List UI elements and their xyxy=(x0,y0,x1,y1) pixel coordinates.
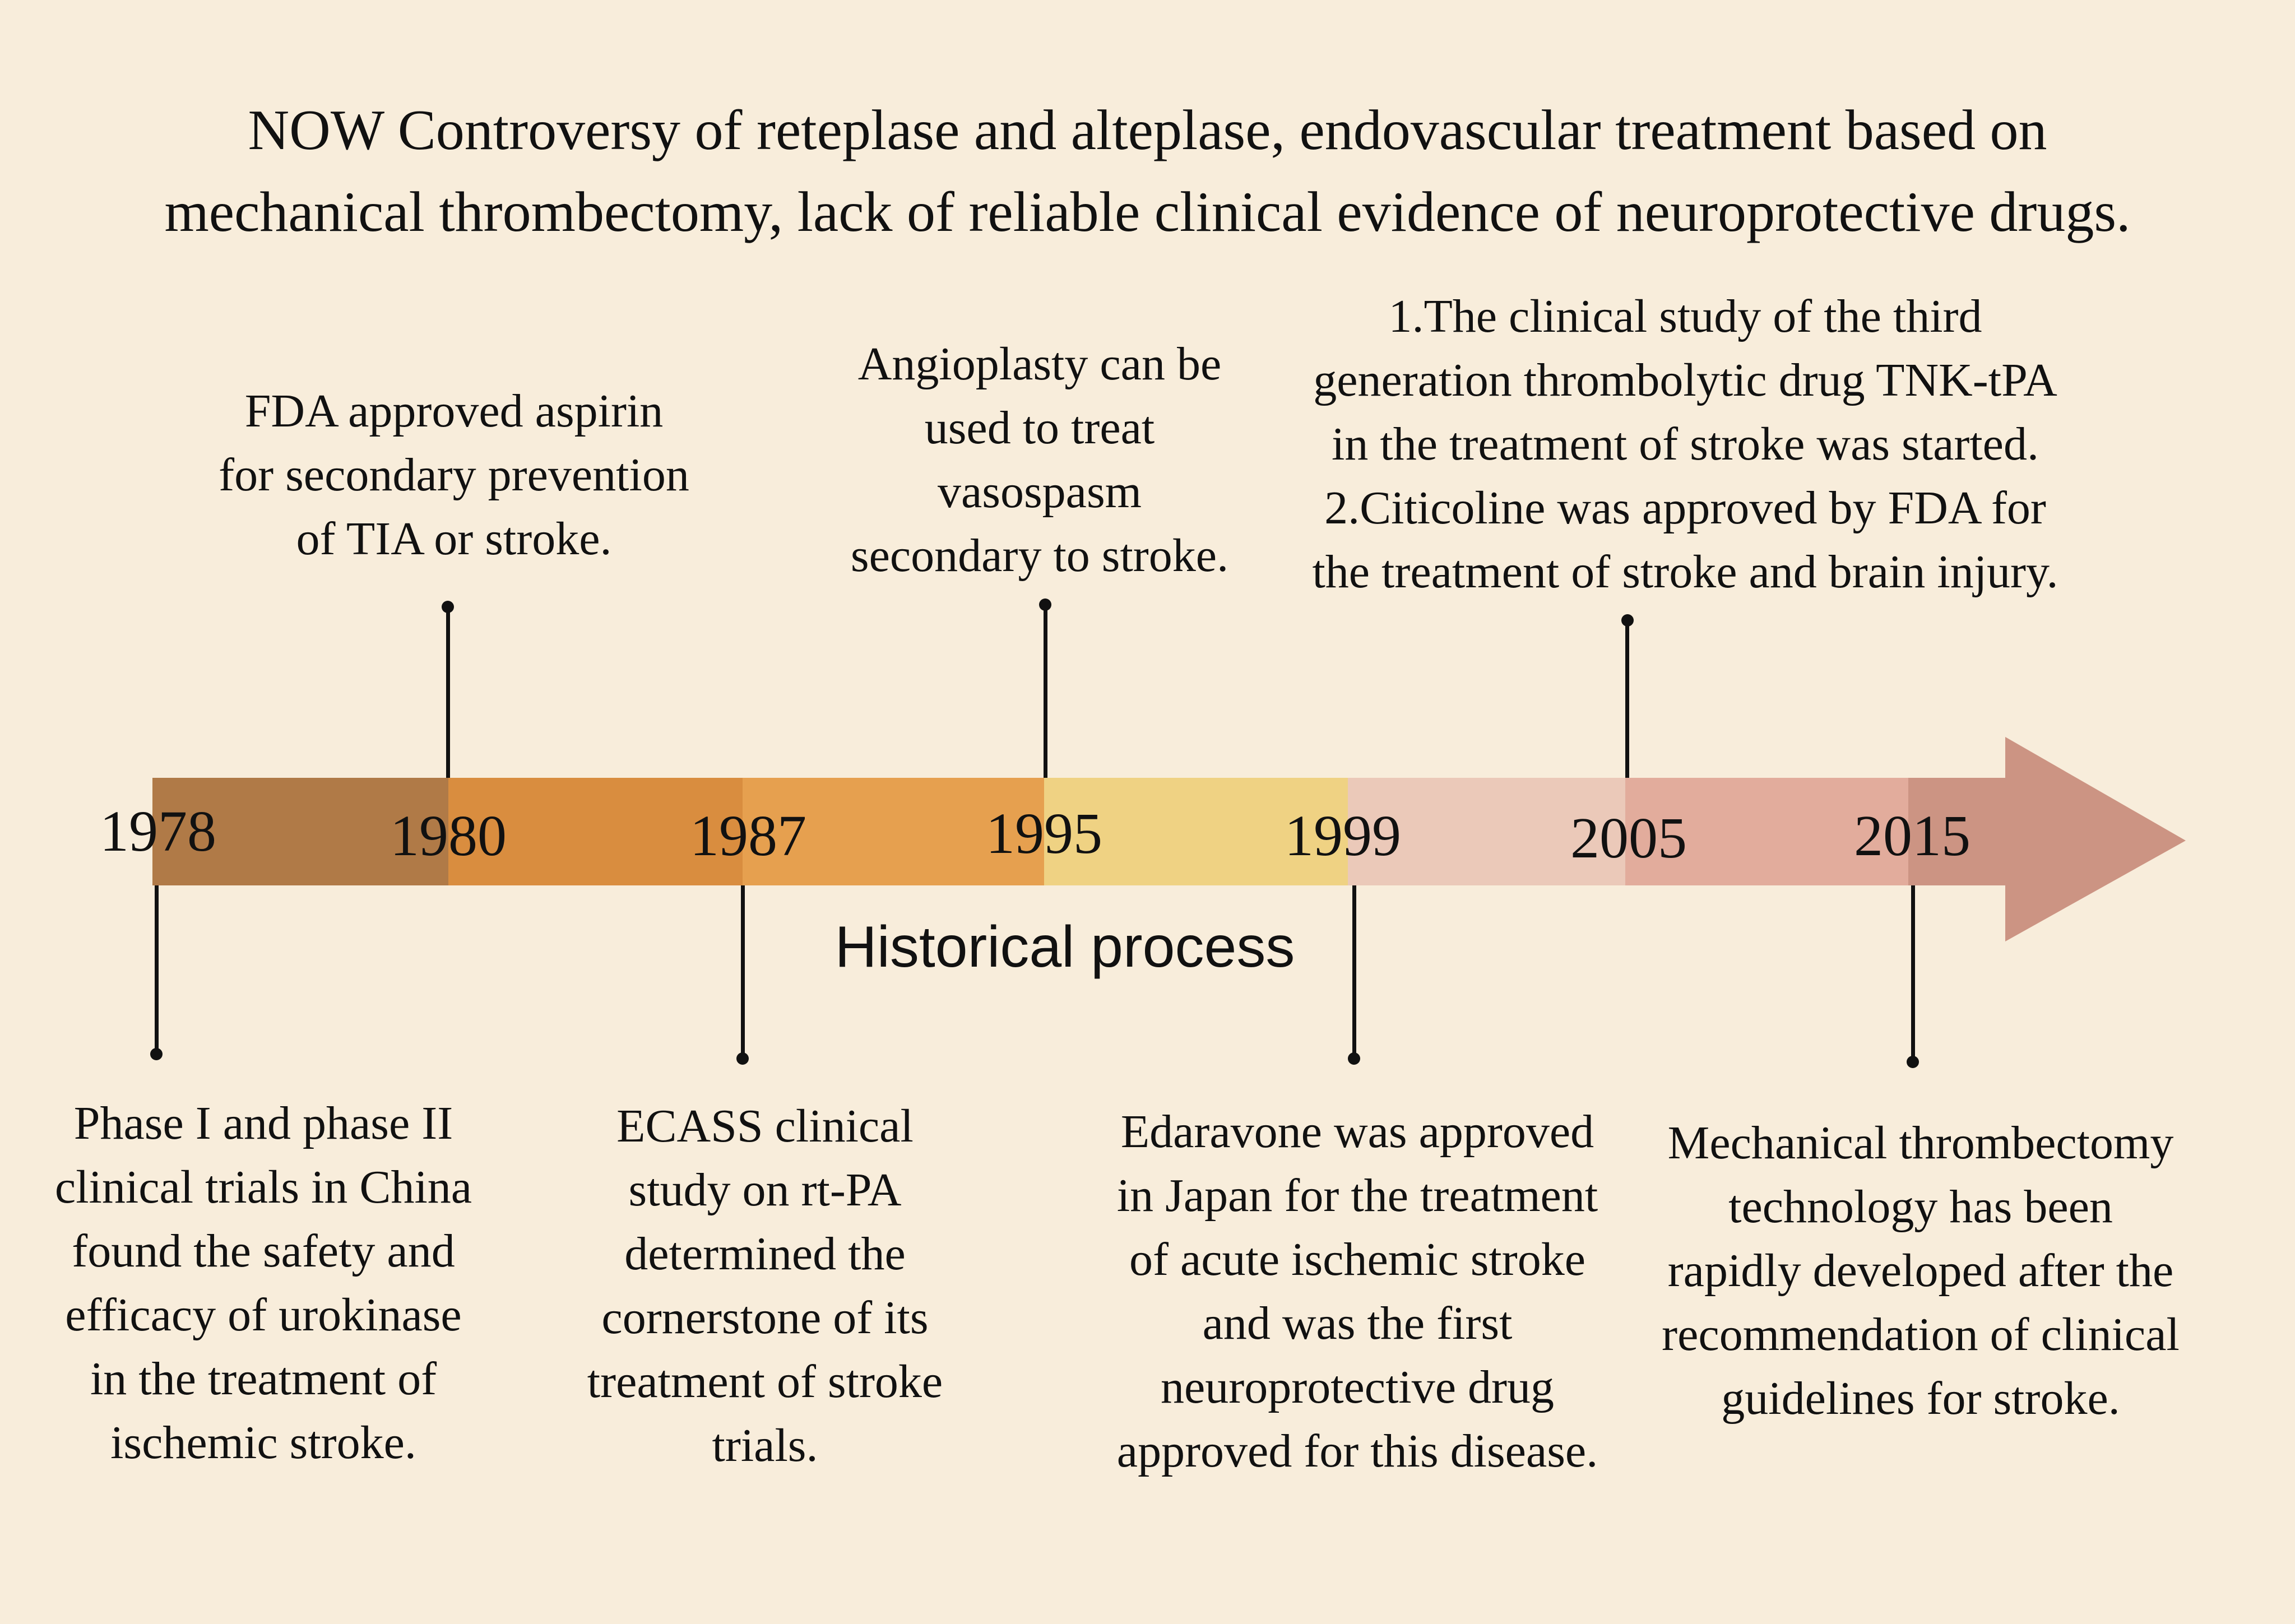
event-note-line: in Japan for the treatment xyxy=(1116,1170,1598,1222)
connector-dot-1978 xyxy=(150,1048,163,1060)
event-note-line: neuroprotective drug xyxy=(1160,1361,1555,1413)
event-note-line: determined the xyxy=(624,1228,906,1280)
event-note-line: in the treatment of xyxy=(90,1353,437,1405)
connector-1978 xyxy=(155,885,159,1054)
event-note-line: vasospasm xyxy=(938,466,1142,518)
connector-2005 xyxy=(1625,621,1629,778)
event-note-line: recommendation of clinical xyxy=(1662,1309,2180,1361)
event-note-line: and was the first xyxy=(1202,1297,1513,1349)
event-note-line: approved for this disease. xyxy=(1116,1425,1598,1477)
event-note-line: guidelines for stroke. xyxy=(1721,1372,2120,1425)
event-note-line: Phase I and phase II xyxy=(73,1097,453,1149)
connector-dot-2005 xyxy=(1621,614,1634,627)
connector-dot-1995 xyxy=(1039,598,1051,611)
connector-1980 xyxy=(446,607,450,778)
event-note-line: treatment of stroke xyxy=(587,1356,943,1408)
connector-1995 xyxy=(1044,605,1047,778)
event-note-line: cornerstone of its xyxy=(601,1292,929,1344)
event-note-line: 2.Citicoline was approved by FDA for xyxy=(1324,482,2046,534)
event-note-line: Mechanical thrombectomy xyxy=(1667,1117,2174,1169)
connector-1987 xyxy=(741,885,745,1059)
current-status-line: NOW Controversy of reteplase and alteplase, endovascular treatment based on xyxy=(248,99,2047,162)
event-note-line: 1.The clinical study of the third xyxy=(1388,290,1982,342)
current-status-line: mechanical thrombectomy, lack of reliable clinical evidence of neuroprotective drugs. xyxy=(164,180,2131,244)
year-label-1995: 1995 xyxy=(986,801,1102,866)
event-note-line: for secondary prevention xyxy=(219,449,689,501)
year-label-1999: 1999 xyxy=(1285,804,1401,868)
connector-dot-1987 xyxy=(736,1052,749,1065)
event-note-line: ischemic stroke. xyxy=(110,1417,416,1469)
event-note-line: the treatment of stroke and brain injury. xyxy=(1312,546,2058,598)
year-label-1980: 1980 xyxy=(390,804,507,868)
event-note-line: FDA approved aspirin xyxy=(244,385,664,437)
event-note-line: rapidly developed after the xyxy=(1667,1245,2174,1297)
event-note-line: trials. xyxy=(712,1419,818,1472)
event-note-line: efficacy of urokinase xyxy=(65,1289,462,1341)
event-note-line: in the treatment of stroke was started. xyxy=(1332,418,2039,470)
event-note-line: ECASS clinical xyxy=(616,1100,914,1152)
event-note-line: used to treat xyxy=(924,402,1155,454)
connector-dot-2015 xyxy=(1907,1056,1919,1068)
axis-title: Historical process xyxy=(834,915,1295,980)
year-label-2015: 2015 xyxy=(1854,804,1971,868)
connector-1999 xyxy=(1352,885,1356,1059)
event-note-line: generation thrombolytic drug TNK-tPA xyxy=(1313,354,2057,406)
event-note-1987 xyxy=(587,1094,943,1478)
event-note-line: secondary to stroke. xyxy=(850,530,1229,582)
event-note-line: clinical trials in China xyxy=(54,1161,472,1213)
connector-2015 xyxy=(1911,885,1915,1062)
event-note-1980 xyxy=(219,379,689,571)
year-label-1987: 1987 xyxy=(690,804,806,868)
event-note-line: study on rt-PA xyxy=(628,1164,902,1216)
connector-dot-1980 xyxy=(442,601,454,613)
year-label-1978: 1978 xyxy=(100,799,216,864)
event-note-line: Edaravone was approved xyxy=(1120,1106,1594,1158)
event-note-line: of TIA or stroke. xyxy=(296,513,612,565)
event-note-2015 xyxy=(1662,1111,2180,1431)
event-note-2005 xyxy=(1312,285,2058,604)
event-note-1995 xyxy=(851,332,1228,588)
event-note-line: Angioplasty can be xyxy=(857,338,1222,390)
year-label-2005: 2005 xyxy=(1570,806,1687,870)
event-note-line: of acute ischemic stroke xyxy=(1129,1233,1585,1286)
connector-dot-1999 xyxy=(1348,1052,1360,1065)
event-note-1978 xyxy=(55,1092,472,1475)
event-note-1999 xyxy=(1117,1100,1598,1483)
event-note-line: found the safety and xyxy=(72,1225,455,1277)
event-note-line: technology has been xyxy=(1728,1181,2113,1233)
